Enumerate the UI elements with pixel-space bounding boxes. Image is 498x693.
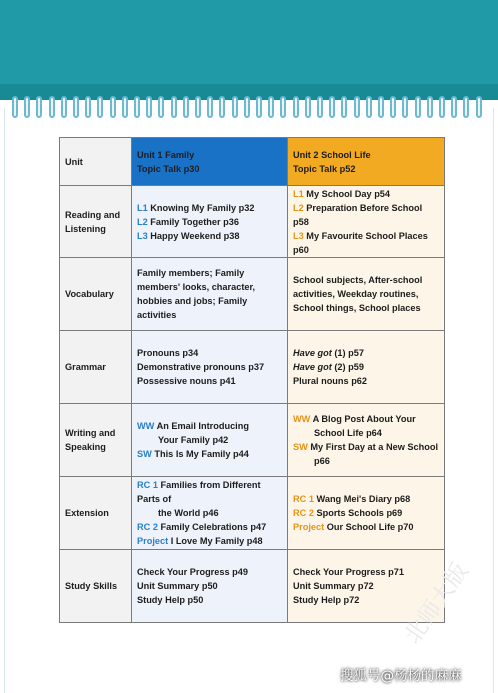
row-extension [60, 477, 445, 550]
lesson-title: My Favourite School Places p60 [293, 230, 428, 255]
lesson-tag: RC 1 [293, 494, 314, 504]
unit2-name: School Life [321, 149, 371, 160]
lesson-title: Sports Schools p69 [316, 508, 403, 518]
syllabus-table [59, 137, 445, 623]
spiral-ring [146, 96, 152, 118]
spiral-ring [402, 96, 408, 118]
spiral-ring [61, 96, 67, 118]
spiral-ring [49, 96, 55, 118]
unit1-study-cell [132, 550, 288, 623]
unit2-extension-cell [288, 477, 445, 550]
spiral-ring [305, 96, 311, 118]
spiral-binding [0, 96, 498, 122]
unit1-name: Family [165, 149, 195, 160]
lesson-tag: WW [137, 421, 155, 431]
spiral-ring [427, 96, 433, 118]
lesson-title: Family Together p36 [150, 216, 239, 227]
lesson-title: Family Celebrations p47 [160, 522, 267, 532]
lesson-title: Our School Life p70 [326, 522, 414, 532]
lesson-title: Knowing My Family p32 [150, 202, 255, 213]
unit2-vocabulary-cell: School subjects, After-school activities, Weekday routines, School things, School places [288, 258, 445, 331]
grammar-item: Possessive nouns p41 [137, 376, 236, 386]
spiral-ring [134, 96, 140, 118]
spiral-ring [122, 96, 128, 118]
study-item: Check Your Progress p49 [137, 567, 248, 577]
publisher-watermark: 北师大版 [399, 558, 474, 649]
spiral-ring [110, 96, 116, 118]
row-reading [60, 186, 445, 258]
row-writing [60, 404, 445, 477]
spiral-ring [12, 96, 18, 118]
unit2-prefix: Unit 2 [293, 149, 319, 160]
unit1-vocabulary-cell: Family members; Family members' looks, character, hobbies and jobs; Family activities [132, 258, 288, 331]
lesson-title-cont: p66 [314, 456, 330, 466]
unit2-grammar-cell [288, 331, 445, 404]
spiral-ring [171, 96, 177, 118]
spiral-ring [293, 96, 299, 118]
lesson-title: My First Day at a New School [310, 442, 439, 452]
spiral-ring [97, 96, 103, 118]
lesson-title: Families from Different Parts of [137, 480, 261, 504]
grammar-item: (2) p59 [331, 362, 364, 372]
grammar-item: (1) p57 [331, 348, 364, 358]
spiral-ring [24, 96, 30, 118]
lesson-title: My School Day p54 [306, 188, 391, 199]
row-study-skills [60, 550, 445, 623]
spiral-ring [463, 96, 469, 118]
row-label-writing: Writing and Speaking [60, 404, 132, 477]
spiral-ring [207, 96, 213, 118]
row-label-unit: Unit [60, 138, 132, 186]
spiral-ring [158, 96, 164, 118]
spiral-ring [341, 96, 347, 118]
lesson-tag: L1 [293, 188, 304, 199]
spiral-ring [415, 96, 421, 118]
spiral-ring [36, 96, 42, 118]
spiral-ring [476, 96, 482, 118]
row-label-study-skills: Study Skills [60, 550, 132, 623]
spiral-ring [85, 96, 91, 118]
lesson-tag: L1 [137, 202, 148, 213]
unit2-reading-cell [288, 186, 445, 258]
spiral-ring [268, 96, 274, 118]
grammar-item: Plural nouns p62 [293, 376, 368, 386]
lesson-tag: RC 1 [137, 480, 158, 490]
lesson-title: An Email Introducing [156, 421, 249, 431]
header-row [60, 138, 445, 186]
lesson-tag: Project [137, 536, 169, 546]
spiral-ring [451, 96, 457, 118]
row-grammar [60, 331, 445, 404]
row-label-vocabulary: Vocabulary [60, 258, 132, 331]
lesson-tag: RC 2 [137, 522, 158, 532]
unit1-writing-cell [132, 404, 288, 477]
lesson-title: I Love My Family p48 [170, 536, 263, 546]
row-label-grammar: Grammar [60, 331, 132, 404]
unit2-header [288, 138, 445, 186]
lesson-tag: L3 [293, 230, 304, 241]
unit1-header [132, 138, 288, 186]
lesson-title-cont: School Life p64 [314, 428, 382, 438]
lesson-tag: L2 [137, 216, 148, 227]
study-item: Study Help p50 [137, 595, 204, 605]
study-item: Unit Summary p50 [137, 581, 218, 591]
lesson-tag: L2 [293, 202, 304, 213]
unit1-grammar-cell [132, 331, 288, 404]
lesson-tag: RC 2 [293, 508, 314, 518]
spiral-ring [73, 96, 79, 118]
spiral-ring [390, 96, 396, 118]
study-item: Study Help p72 [293, 595, 360, 605]
lesson-title-cont: the World p46 [158, 508, 219, 518]
spiral-ring [256, 96, 262, 118]
row-label-extension: Extension [60, 477, 132, 550]
spiral-ring [244, 96, 250, 118]
spiral-ring [354, 96, 360, 118]
lesson-tag: WW [293, 414, 311, 424]
spiral-ring [439, 96, 445, 118]
unit1-reading-cell [132, 186, 288, 258]
lesson-tag: Project [293, 522, 325, 532]
lesson-title: Preparation Before School p58 [293, 202, 423, 227]
spiral-ring [378, 96, 384, 118]
lesson-title-cont: Your Family p42 [158, 435, 229, 445]
spiral-ring [183, 96, 189, 118]
lesson-title: A Blog Post About Your [312, 414, 416, 424]
lesson-title: Happy Weekend p38 [150, 230, 240, 241]
grammar-em: Have got [293, 348, 332, 358]
grammar-em: Have got [293, 362, 332, 372]
study-item: Check Your Progress p71 [293, 567, 404, 577]
grammar-item: Demonstrative pronouns p37 [137, 362, 265, 372]
lesson-tag: SW [293, 442, 308, 452]
grammar-item: Pronouns p34 [137, 348, 199, 358]
lesson-tag: SW [137, 449, 152, 459]
spiral-ring [329, 96, 335, 118]
lesson-tag: L3 [137, 230, 148, 241]
study-item: Unit Summary p72 [293, 581, 374, 591]
unit1-topic: Topic Talk p30 [137, 163, 200, 174]
unit2-topic: Topic Talk p52 [293, 163, 356, 174]
spiral-ring [317, 96, 323, 118]
unit2-writing-cell [288, 404, 445, 477]
row-vocabulary [60, 258, 445, 331]
lesson-title: This Is My Family p44 [154, 449, 249, 459]
unit1-extension-cell [132, 477, 288, 550]
spiral-ring [232, 96, 238, 118]
unit1-prefix: Unit 1 [137, 149, 163, 160]
spiral-ring [195, 96, 201, 118]
spiral-ring [280, 96, 286, 118]
row-label-reading: Reading and Listening [60, 186, 132, 258]
spiral-ring [219, 96, 225, 118]
spiral-ring [366, 96, 372, 118]
source-brand-text: 搜狐号@杨杨的麻麻 [340, 668, 462, 684]
lesson-title: Wang Mei's Diary p68 [316, 494, 411, 504]
